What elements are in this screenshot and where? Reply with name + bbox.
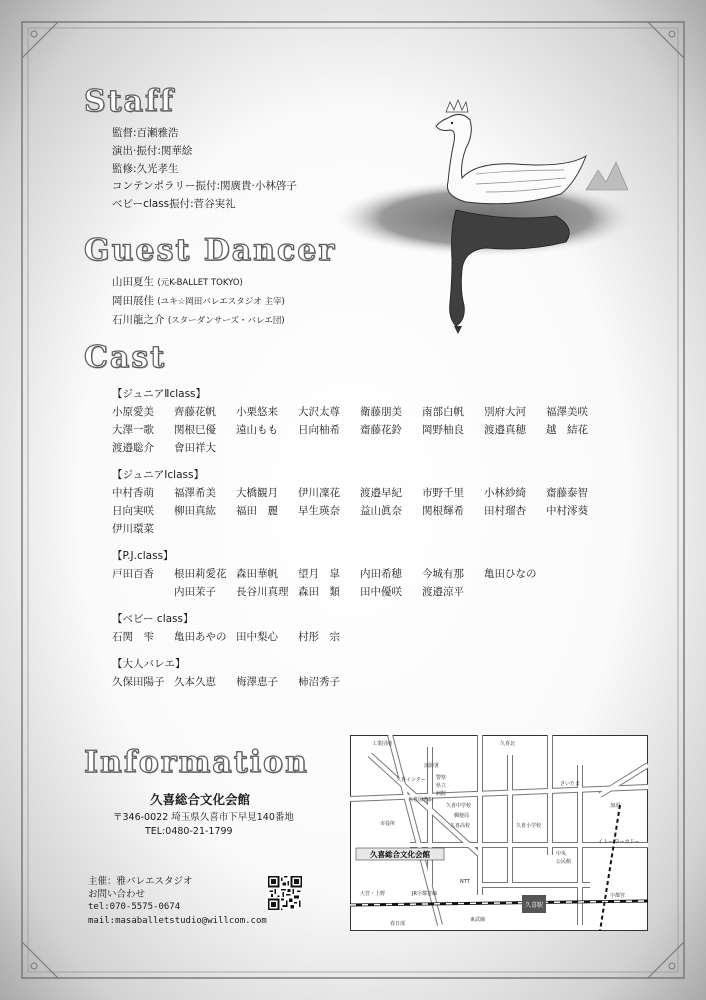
venue-tel: TEL:0480-21-1799	[145, 826, 233, 837]
cast-name: 齋藤泰智	[546, 487, 588, 499]
cast-name: 今城有那	[422, 568, 464, 580]
group-label: 【ジュニアⅠclass】	[112, 469, 204, 481]
cast-name: 石関 雫	[112, 631, 154, 643]
cast-name: 戸田百香	[112, 568, 154, 580]
map-label: 春日部	[390, 921, 406, 927]
cast-name: 渡邉聡介	[112, 442, 154, 454]
map-label: 加須	[610, 803, 621, 809]
guest-dancer	[112, 312, 285, 331]
cast-name: 梅澤恵子	[236, 676, 278, 688]
cast-name: 田村瑠杏	[484, 505, 526, 517]
map-label: 中央	[556, 851, 567, 857]
guest-name: 岡田展佳	[112, 294, 154, 307]
cast-name: 田中梨心	[236, 631, 278, 643]
contact-tel[interactable]: tel:070-5575-0674	[88, 902, 181, 913]
cast-name: 益山眞奈	[360, 505, 402, 517]
organizer-host: 主催：雅バレエスタジオ	[88, 876, 193, 887]
cast-name: 渡邉涼平	[422, 586, 464, 598]
guest-name: 山田夏生	[112, 276, 154, 288]
cast-name: 亀田ひなの	[484, 568, 537, 580]
map-label: NTT	[460, 879, 470, 885]
venue-address: 〒346-0022 埼玉県久喜市下早見140番地	[113, 812, 294, 823]
cast-name: 福澤希美	[174, 487, 216, 499]
cast-name: 日向実咲	[112, 505, 154, 517]
organizer-block	[88, 875, 267, 928]
guest-dancer	[112, 293, 285, 312]
group-label: 【ジュニアⅡclass】	[112, 388, 207, 400]
cast-name: 望月 皐	[298, 568, 340, 580]
guest-affiliation: (元K-BALLET TOKYO)	[157, 278, 243, 288]
map-label: 久喜図書館	[408, 797, 434, 803]
map-label: イトー ヨーカドー	[598, 839, 640, 845]
cast-name: 内田茉子	[174, 586, 216, 598]
group-label: 【P.J.class】	[112, 550, 174, 562]
contact-label: お問い合わせ	[88, 889, 146, 901]
cast-name: 會田祥大	[174, 442, 216, 454]
map-label: 東武線	[470, 917, 486, 923]
map-label: 消防署	[424, 763, 440, 769]
guest-affiliation: (スターダンサーズ・バレエ団)	[167, 315, 285, 326]
cast-name: 柿沼秀子	[298, 676, 340, 688]
contact-mail[interactable]: mail:masaballetstudio@willcom.com	[88, 915, 267, 926]
cast-name: 伊川凜花	[298, 487, 340, 499]
cast-name: 渡邉真穂	[484, 424, 526, 436]
cast-name: 衛藤朋美	[360, 406, 402, 418]
map-label: 宇都宮	[610, 893, 626, 899]
map-label: 郵便局	[454, 813, 470, 819]
cast-name: 遠山もも	[236, 424, 278, 436]
map-station-label: 久喜駅	[524, 902, 544, 909]
map-label: 病院	[436, 791, 447, 797]
swan-illustration-icon	[336, 90, 636, 340]
cast-name: 根田莉愛花	[174, 568, 227, 580]
cast-name: 齋藤花鈴	[360, 424, 402, 436]
cast-section	[112, 385, 632, 700]
map-label: 公民館	[556, 859, 572, 865]
cast-name: 岡野柚良	[422, 424, 464, 436]
name-list	[112, 565, 632, 601]
guest-dancer	[112, 274, 285, 293]
cast-name: 日向柚希	[298, 424, 340, 436]
map-label: 久喜中学校	[446, 803, 472, 809]
guest-name: 石川龍之介	[112, 313, 165, 326]
map-label: 警察	[436, 775, 447, 781]
cast-name: 柳田真紘	[174, 505, 216, 517]
staff-list	[112, 125, 297, 214]
cast-name: 小林紗綺	[484, 487, 526, 499]
cast-name: 渡邉早紀	[360, 487, 402, 499]
staff-line: 監督:百瀬雅浩	[112, 127, 179, 139]
cast-name: 中村香萌	[112, 487, 154, 499]
cast-name: 森田 類	[298, 586, 340, 598]
map-label: 久喜北	[500, 741, 516, 747]
staff-heading: Staff	[84, 84, 175, 119]
guest-dancer-heading: Guest Dancer	[84, 233, 337, 268]
cast-name: 久本久恵	[174, 676, 216, 688]
map-label: 久喜小学校	[516, 823, 542, 829]
map-label: 大宮・上野	[360, 891, 386, 897]
cast-name: 大澤一歌	[112, 424, 154, 436]
staff-line: ベビーclass振付:菅谷実礼	[112, 198, 236, 211]
cast-group-baby	[112, 610, 632, 646]
information-heading: Information	[84, 745, 309, 780]
staff-line: 監修:久光孝生	[112, 162, 179, 175]
name-list	[112, 673, 632, 691]
cast-name: 越 結花	[546, 424, 588, 436]
cast-name: 小原愛美	[112, 406, 154, 418]
cast-name: 長谷川真理	[236, 586, 289, 598]
cast-group-junior-1	[112, 466, 632, 538]
cast-name: 大沢太尊	[298, 406, 340, 418]
cast-name: 小栗悠来	[236, 406, 278, 418]
map-venue-label: 久喜総合文化会館	[370, 850, 430, 859]
map-label: さいたま	[560, 781, 581, 787]
cast-group-pj	[112, 547, 632, 601]
cast-name: 福田 麗	[236, 505, 278, 517]
name-list	[112, 484, 632, 538]
cast-name: 森田華帆	[236, 568, 278, 580]
cast-name: 市野千里	[422, 487, 464, 499]
map-label: JR宇都宮線	[412, 891, 437, 897]
cast-name: 亀田あやの	[174, 631, 227, 643]
cast-name: 福澤美咲	[546, 406, 588, 418]
cast-name: 関根巳優	[174, 424, 216, 436]
map-label: 工業団地	[372, 741, 393, 747]
name-list	[112, 403, 632, 457]
guest-dancer-list	[112, 274, 285, 330]
qr-code-icon[interactable]	[268, 876, 302, 910]
cast-group-junior-2	[112, 385, 632, 457]
staff-line: 演出·振付:関華絵	[112, 144, 193, 157]
access-map[interactable]	[350, 735, 648, 931]
cast-group-adult	[112, 655, 632, 691]
cast-name: 南部白帆	[422, 406, 464, 418]
map-label: 市役所	[380, 821, 396, 827]
map-label: 県立	[436, 783, 447, 789]
cast-name: 内田希穂	[360, 568, 402, 580]
venue-name: 久喜総合文化会館	[150, 792, 251, 807]
guest-affiliation: (ユキ☆岡田バレエスタジオ 主宰)	[157, 296, 285, 307]
cast-name: 久保田陽子	[112, 676, 165, 688]
cast-name: 中村澪葵	[546, 505, 588, 517]
map-label: 久喜インター	[396, 777, 426, 783]
cast-name: 別府大河	[484, 406, 526, 418]
cast-name: 村彤 宗	[298, 631, 340, 643]
cast-name: 伊川環菜	[112, 523, 154, 535]
cast-name: 齊藤花帆	[174, 406, 216, 418]
map-label: 久喜高校	[450, 823, 471, 829]
cast-name: 早生瑛奈	[298, 505, 340, 517]
cast-name: 大橋観月	[236, 487, 278, 499]
cast-name: 田中優咲	[360, 586, 402, 598]
cast-heading: Cast	[84, 340, 167, 375]
name-list	[112, 628, 632, 646]
group-label: 【ベビー class】	[112, 613, 194, 625]
cast-name: 関根輝希	[422, 505, 464, 517]
group-label: 【大人バレエ】	[112, 658, 186, 670]
staff-line: コンテンポラリー振付:関廣貴·小林啓子	[112, 180, 297, 193]
